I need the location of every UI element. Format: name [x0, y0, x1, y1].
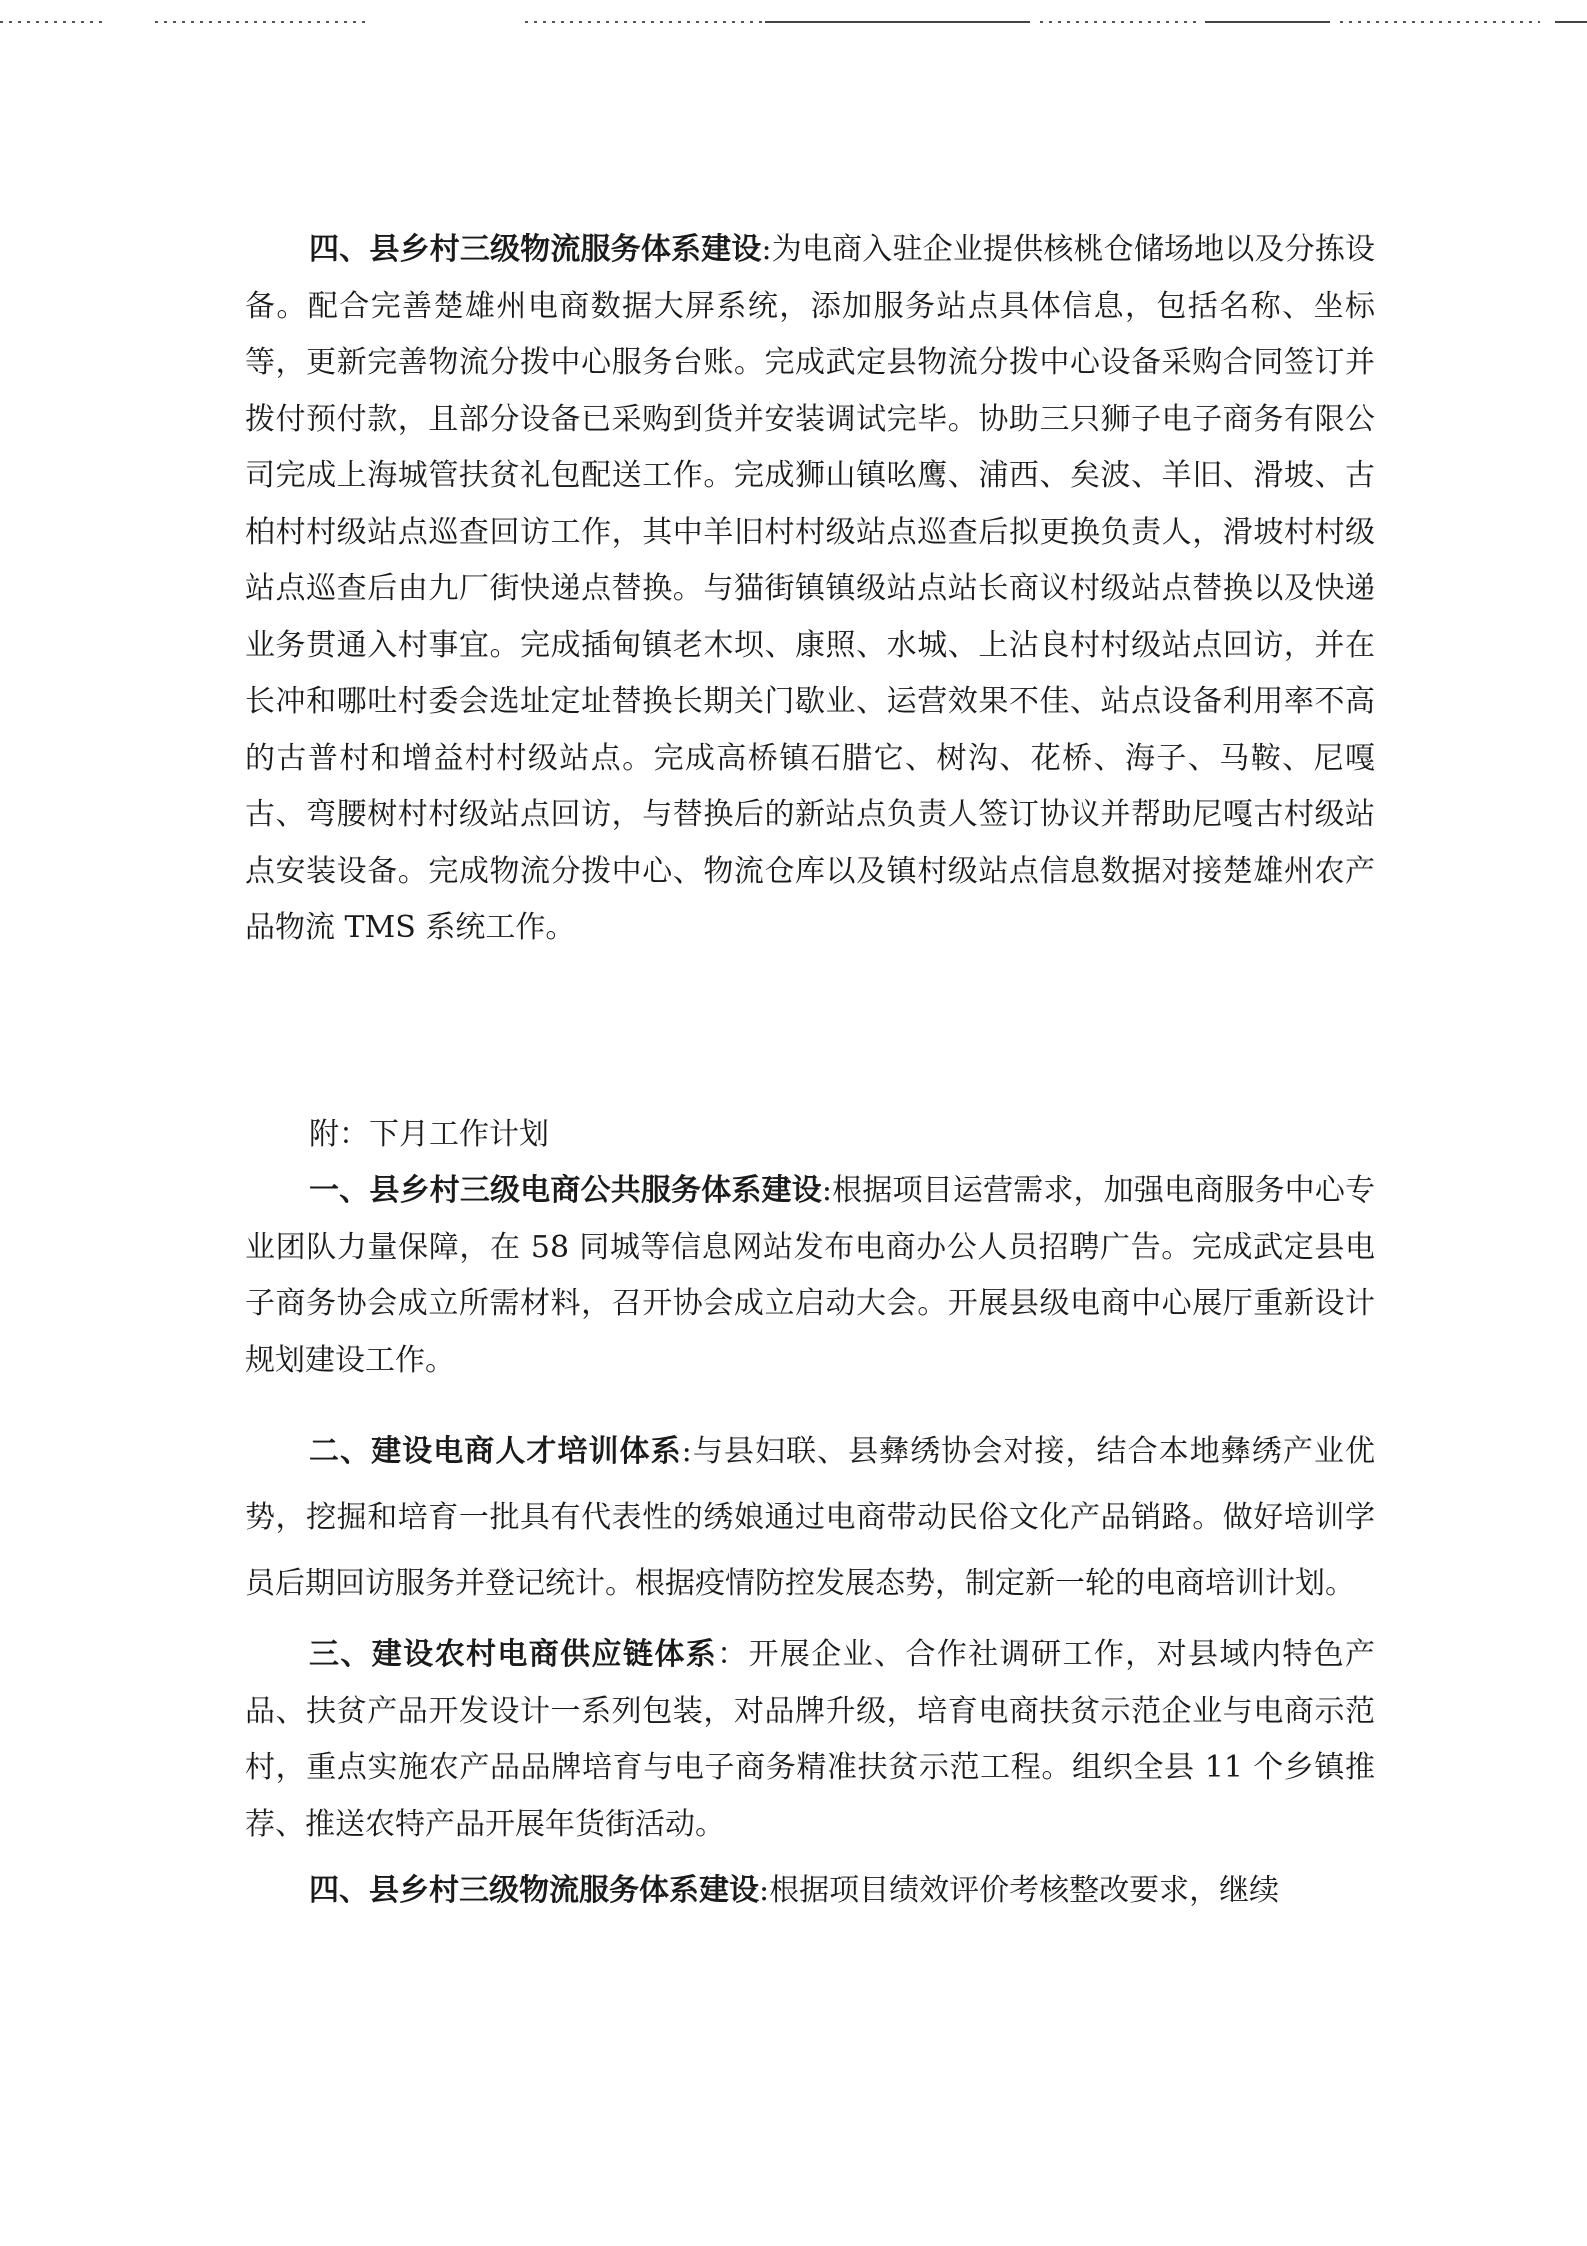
plan-item2-paragraph — [245, 1419, 1375, 1617]
section4-heading: 四、县乡村三级物流服务体系建设 — [309, 232, 762, 267]
plan-title: 附：下月工作计划 — [309, 1116, 549, 1152]
section4-body: :为电商入驻企业提供核桃仓储场地以及分拣设备。配合完善楚雄州电商数据大屏系统，添加服务站点具体信息，包括名称、坐标等，更新完善物流分拨中心服务台账。完成武定县物流分拨中心设备采购合同签订并拨付预付款，且部分设备已采购到货并安装调试完毕。协助三只狮子电子商务有限公司完成上海城管扶贫礼包配送工作。完成狮山镇吆鹰、浦西、矣波、羊旧、滑坡、古柏村村级站点巡查回访工作，其中羊旧村村级站点巡查后拟更换负责人，滑坡村村级站点巡查后由九厂街快递点替换。与猫街镇镇级站点站长商议村级站点替换以及快递业务贯通入村事宜。完成插甸镇老木坝、康照、水城、上沾良村村级站点回访，并在长冲和哪吐村委会选址定址替换长期关门歇业、运营效果不佳、站点设备利用率不高的古普村和增益村村级站点。完成高桥镇石腊它、树沟、花桥、海子、马鞍、尼嘎古、弯腰树村村级站点回访，与替换后的新站点负责人签订协议并帮助尼嘎古村级站点安装设备。完成物流分拨中心、物流仓库以及镇村级站点信息数据对接楚雄州农产品物流 TMS 系统工作。 — [245, 232, 1376, 945]
document-body — [245, 222, 1375, 1920]
plan-item4-body: :根据项目绩效评价考核整改要求，继续 — [759, 1873, 1280, 1908]
plan-item2-body: :与县妇联、县彝绣协会对接，结合本地彝绣产业优势，挖掘和培育一批具有代表性的绣娘通过电商带动民俗文化产品销路。做好培训学员后期回访服务并登记统计。根据疫情防控发展态势，制定新一轮的电商培训计划。 — [245, 1434, 1376, 1601]
plan-item3-body: ：开展企业、合作社调研工作，对县域内特色产品、扶贫产品开发设计一系列包装，对品牌升级，培育电商扶贫示范企业与电商示范村，重点实施农产品品牌培育与电子商务精准扶贫示范工程。组织全县 11 个乡镇推荐、推送农特产品开展年货街活动。 — [245, 1637, 1376, 1842]
section4-paragraph — [245, 222, 1375, 957]
plan-item3-heading: 三、建设农村电商供应链体系 — [309, 1637, 718, 1672]
plan-item4-paragraph — [245, 1863, 1375, 1920]
scan-artifact-marks — [0, 0, 1587, 30]
plan-item3-paragraph — [245, 1627, 1375, 1853]
plan-item4-heading: 四、县乡村三级物流服务体系建设 — [309, 1873, 759, 1908]
plan-item1-heading: 一、县乡村三级电商公共服务体系建设 — [309, 1173, 822, 1208]
plan-item1-paragraph — [245, 1163, 1375, 1389]
plan-item2-heading: 二、建设电商人才培训体系 — [309, 1434, 682, 1469]
plan-item1-body: :根据项目运营需求，加强电商服务中心专业团队力量保障，在 58 同城等信息网站发布电商办公人员招聘广告。完成武定县电子商务协会成立所需材料，召开协会成立启动大会。开展县级电商中心展厅重新设计规划建设工作。 — [245, 1173, 1376, 1378]
